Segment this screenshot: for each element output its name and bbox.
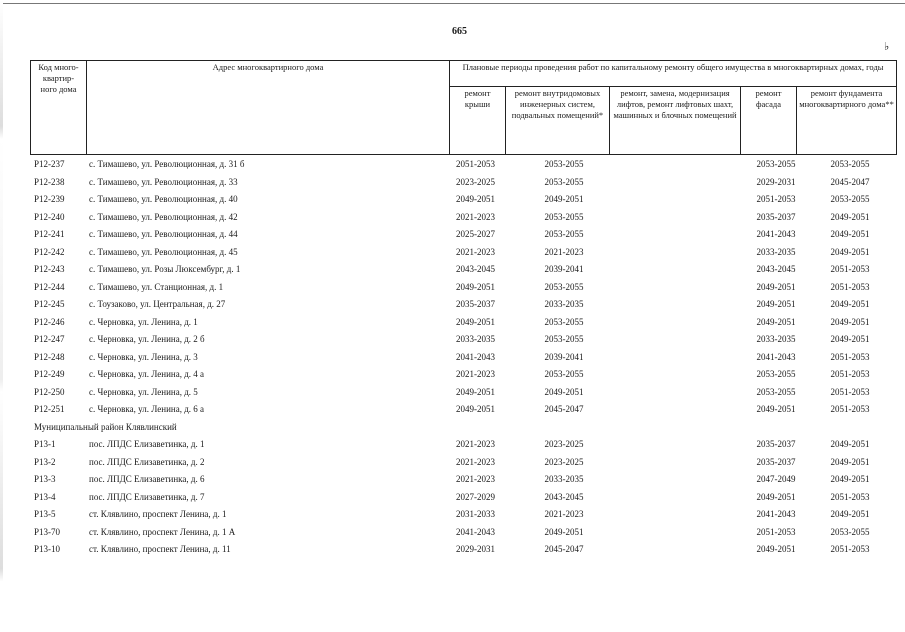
cell-roof: 2025-2027: [456, 229, 495, 239]
header-periods: Плановые периоды проведения работ по капитальному ремонту общего имущества в многоквартирных домах, годы: [450, 61, 897, 87]
table-row: [30, 366, 896, 384]
cell-address: с. Тимашево, ул. Станционная, д. 1: [89, 281, 224, 292]
cell-code: P12-238: [34, 176, 65, 187]
scan-edge-noise: [0, 0, 3, 632]
cell-engineering: 2023-2025: [544, 439, 584, 449]
cell-foundation: 2049-2051: [830, 439, 870, 449]
cell-roof: 2049-2051: [456, 386, 495, 397]
cell-address: с. Тимашево, ул. Революционная, д. 44: [89, 229, 238, 239]
cell-foundation: 2045-2047: [830, 176, 870, 187]
cell-engineering: 2053-2055: [544, 176, 584, 187]
cell-facade: 2041-2043: [756, 509, 796, 519]
cell-facade: 2051-2053: [756, 194, 796, 204]
cell-facade: 2029-2031: [756, 176, 796, 187]
cell-address: с. Тимашево, ул. Революционная, д. 33: [89, 176, 238, 187]
cell-code: P12-240: [34, 211, 65, 222]
cell-code: P12-246: [34, 316, 65, 327]
table-row: [30, 489, 896, 507]
cell-foundation: 2049-2051: [830, 456, 870, 467]
cell-engineering: 2033-2035: [544, 474, 584, 484]
table-row: [30, 209, 896, 227]
cell-engineering: 2033-2035: [544, 299, 584, 309]
cell-engineering: 2049-2051: [544, 386, 584, 397]
cell-code: P12-247: [34, 334, 65, 344]
cell-engineering: 2053-2055: [544, 159, 584, 169]
cell-facade: 2049-2051: [756, 491, 796, 502]
header-foundation: ремонт фундамента многоквартирного дома**: [797, 87, 897, 155]
cell-foundation: 2049-2051: [830, 474, 870, 484]
header-facade: ремонт фасада: [741, 87, 797, 155]
header-engineering: ремонт внутридомовых инженерных систем, подвальных помещений*: [506, 87, 610, 155]
cell-code: P13-3: [34, 474, 56, 484]
cell-address: пос. ЛПДС Елизаветинка, д. 1: [89, 439, 205, 449]
table-body: [30, 156, 896, 559]
cell-facade: 2053-2055: [756, 369, 796, 379]
cell-address: с. Тимашево, ул. Революционная, д. 45: [89, 246, 238, 257]
cell-address: с. Черновка, ул. Ленина, д. 4 а: [89, 369, 205, 379]
cell-roof: 2029-2031: [456, 544, 495, 554]
scan-top-edge-line: [0, 3, 905, 4]
cell-engineering: 2053-2055: [544, 334, 584, 344]
header-lift: ремонт, замена, модернизация лифтов, ремонт лифтовых шахт, машинных и блочных помещений: [610, 87, 741, 155]
cell-engineering: 2049-2051: [544, 526, 584, 537]
table-row: [30, 174, 896, 192]
cell-code: P12-239: [34, 194, 65, 204]
table-row: [30, 384, 896, 402]
cell-address: пос. ЛПДС Елизаветинка, д. 7: [89, 491, 205, 502]
table-row: [30, 454, 896, 472]
cell-address: с. Тимашево, ул. Революционная, д. 31 б: [89, 159, 245, 169]
cell-engineering: 2039-2041: [544, 351, 584, 362]
cell-roof: 2021-2023: [456, 246, 495, 257]
cell-roof: 2021-2023: [456, 456, 495, 467]
cell-roof: 2035-2037: [456, 299, 495, 309]
cell-foundation: 2051-2053: [830, 369, 870, 379]
cell-facade: 2033-2035: [756, 246, 796, 257]
cell-engineering: 2039-2041: [544, 264, 584, 274]
cell-code: P13-10: [34, 544, 61, 554]
cell-roof: 2041-2043: [456, 351, 495, 362]
cell-facade: 2049-2051: [756, 299, 796, 309]
cell-foundation: 2051-2053: [830, 264, 870, 274]
table-row: [30, 261, 896, 279]
cell-code: P13-4: [34, 491, 56, 502]
table-row: [30, 156, 896, 174]
cell-code: P13-1: [34, 439, 56, 449]
page-number: 665: [452, 26, 467, 37]
cell-address: с. Черновка, ул. Ленина, д. 1: [89, 316, 198, 327]
section-title: Муниципальный район Клявлинский: [34, 421, 177, 432]
cell-facade: 2041-2043: [756, 351, 796, 362]
cell-foundation: 2049-2051: [830, 334, 870, 344]
cell-engineering: 2021-2023: [544, 246, 584, 257]
cell-engineering: 2049-2051: [544, 194, 584, 204]
cell-foundation: 2051-2053: [830, 544, 870, 554]
cell-code: P12-241: [34, 229, 65, 239]
cell-roof: 2049-2051: [456, 316, 495, 327]
cell-address: с. Черновка, ул. Ленина, д. 5: [89, 386, 198, 397]
cell-code: P12-244: [34, 281, 65, 292]
cell-foundation: 2049-2051: [830, 316, 870, 327]
cell-address: с. Тимашево, ул. Розы Люксембург, д. 1: [89, 264, 241, 274]
table-row: [30, 191, 896, 209]
cell-facade: 2049-2051: [756, 316, 796, 327]
cell-facade: 2035-2037: [756, 211, 796, 222]
cell-code: P13-70: [34, 526, 61, 537]
cell-roof: 2049-2051: [456, 404, 495, 414]
cell-roof: 2049-2051: [456, 281, 495, 292]
cell-roof: 2021-2023: [456, 474, 495, 484]
cell-foundation: 2051-2053: [830, 351, 870, 362]
table-row: [30, 436, 896, 454]
table-row: [30, 524, 896, 542]
cell-facade: 2033-2035: [756, 334, 796, 344]
cell-address: ст. Клявлино, проспект Ленина, д. 11: [89, 544, 231, 554]
cell-code: P12-243: [34, 264, 65, 274]
cell-roof: 2033-2035: [456, 334, 495, 344]
cell-roof: 2023-2025: [456, 176, 495, 187]
cell-address: с. Черновка, ул. Ленина, д. 3: [89, 351, 198, 362]
cell-foundation: 2051-2053: [830, 281, 870, 292]
cell-foundation: 2051-2053: [830, 404, 870, 414]
cell-roof: 2051-2053: [456, 159, 495, 169]
table-row: [30, 244, 896, 262]
cell-code: P12-237: [34, 159, 65, 169]
table-row: [30, 226, 896, 244]
cell-facade: 2053-2055: [756, 159, 796, 169]
cell-foundation: 2053-2055: [830, 159, 870, 169]
table-row: [30, 541, 896, 559]
cell-foundation: 2049-2051: [830, 229, 870, 239]
cell-engineering: 2043-2045: [544, 491, 584, 502]
cell-code: P12-245: [34, 299, 65, 309]
cell-facade: 2043-2045: [756, 264, 796, 274]
cell-code: P13-5: [34, 509, 56, 519]
cell-facade: 2047-2049: [756, 474, 796, 484]
cell-address: с. Черновка, ул. Ленина, д. 2 б: [89, 334, 205, 344]
table-row: [30, 279, 896, 297]
cell-engineering: 2053-2055: [544, 281, 584, 292]
cell-engineering: 2053-2055: [544, 211, 584, 222]
cell-address: с. Черновка, ул. Ленина, д. 6 а: [89, 404, 205, 414]
cell-address: с. Тимашево, ул. Революционная, д. 40: [89, 194, 238, 204]
cell-address: пос. ЛПДС Елизаветинка, д. 2: [89, 456, 205, 467]
cell-facade: 2053-2055: [756, 386, 796, 397]
table-row: [30, 401, 896, 419]
cell-roof: 2021-2023: [456, 369, 495, 379]
header-address: Адрес многоквартирного дома: [87, 61, 450, 155]
cell-engineering: 2053-2055: [544, 229, 584, 239]
cell-foundation: 2049-2051: [830, 246, 870, 257]
cell-engineering: 2045-2047: [544, 544, 584, 554]
cell-engineering: 2053-2055: [544, 369, 584, 379]
cell-code: P12-251: [34, 404, 65, 414]
cell-address: ст. Клявлино, проспект Ленина, д. 1 А: [89, 526, 236, 537]
cell-code: P12-242: [34, 246, 65, 257]
table-row: [30, 314, 896, 332]
cell-engineering: 2023-2025: [544, 456, 584, 467]
cell-address: с. Тоузаково, ул. Центральная, д. 27: [89, 299, 226, 309]
table-row: [30, 349, 896, 367]
table-row: [30, 331, 896, 349]
cell-foundation: 2049-2051: [830, 299, 870, 309]
section-row: [30, 419, 896, 437]
table-row: [30, 296, 896, 314]
cell-engineering: 2053-2055: [544, 316, 584, 327]
cell-foundation: 2051-2053: [830, 386, 870, 397]
cell-facade: 2035-2037: [756, 439, 796, 449]
cell-roof: 2043-2045: [456, 264, 495, 274]
cell-code: P12-250: [34, 386, 65, 397]
table-row: [30, 506, 896, 524]
cell-facade: 2049-2051: [756, 404, 796, 414]
cell-foundation: 2049-2051: [830, 211, 870, 222]
cell-facade: 2035-2037: [756, 456, 796, 467]
table-header: [30, 60, 897, 155]
corner-mark: ♭: [884, 41, 890, 53]
cell-roof: 2049-2051: [456, 194, 495, 204]
cell-facade: 2041-2043: [756, 229, 796, 239]
cell-foundation: 2051-2053: [830, 491, 870, 502]
cell-roof: 2021-2023: [456, 211, 495, 222]
cell-facade: 2049-2051: [756, 544, 796, 554]
cell-address: с. Тимашево, ул. Революционная, д. 42: [89, 211, 238, 222]
cell-address: пос. ЛПДС Елизаветинка, д. 6: [89, 474, 205, 484]
cell-facade: 2049-2051: [756, 281, 796, 292]
cell-roof: 2027-2029: [456, 491, 495, 502]
cell-code: P12-249: [34, 369, 65, 379]
cell-roof: 2031-2033: [456, 509, 495, 519]
cell-roof: 2021-2023: [456, 439, 495, 449]
cell-code: P13-2: [34, 456, 56, 467]
table-row: [30, 471, 896, 489]
cell-roof: 2041-2043: [456, 526, 495, 537]
cell-engineering: 2021-2023: [544, 509, 584, 519]
cell-foundation: 2049-2051: [830, 509, 870, 519]
cell-facade: 2051-2053: [756, 526, 796, 537]
header-code: Код много- квартир- ного дома: [31, 61, 87, 155]
cell-foundation: 2053-2055: [830, 526, 870, 537]
cell-address: ст. Клявлино, проспект Ленина, д. 1: [89, 509, 227, 519]
header-roof: ремонт крыши: [450, 87, 506, 155]
cell-code: P12-248: [34, 351, 65, 362]
cell-foundation: 2053-2055: [830, 194, 870, 204]
cell-engineering: 2045-2047: [544, 404, 584, 414]
